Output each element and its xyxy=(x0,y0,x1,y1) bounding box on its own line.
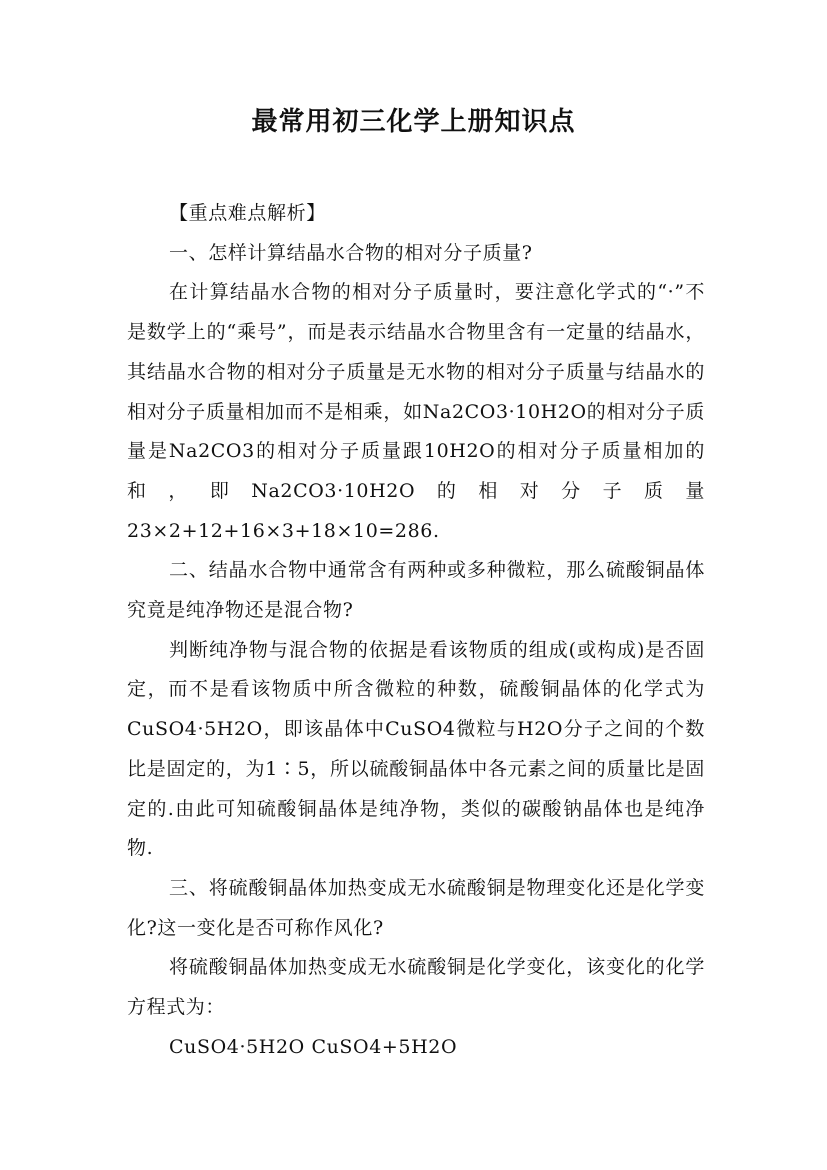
question-three: 三、将硫酸铜晶体加热变成无水硫酸铜是物理变化还是化学变化?这一变化是否可称作风化? xyxy=(127,876,705,939)
answer-three: 将硫酸铜晶体加热变成无水硫酸铜是化学变化，该变化的化学方程式为： xyxy=(127,956,705,1019)
document-title: 最常用初三化学上册知识点 xyxy=(251,107,576,137)
answer-two: 判断纯净物与混合物的依据是看该物质的组成(或构成)是否固定，而不是看该物质中所含微粒的种数，硫酸铜晶体的化学式为CuSO4·5H2O，即该晶体中CuSO4微粒与H2O分子之间的个数比是固定的，为1∶5，所以硫酸铜晶体中各元素之间的质量比是固定的.由此可知硫酸铜晶体是纯净物，类似的碳酸钠晶体也是纯净物. xyxy=(127,638,705,860)
chemical-equation: CuSO4·5H2O CuSO4+5H2O xyxy=(169,1035,458,1058)
answer-one: 在计算结晶水合物的相对分子质量时，要注意化学式的“·”不是数学上的“乘号”，而是表示结晶水合物里含有一定量的结晶水，其结晶水合物的相对分子质量是无水物的相对分子质量与结晶水的相对分子质量相加而不是相乘，如Na2CO3·10H2O的相对分子质量是Na2CO3的相对分子质量跟10H2O的相对分子质量相加的和，即Na2CO3·10H2O的相对分子质量23×2+12+16×3+18×10=286. xyxy=(127,281,705,542)
document-body xyxy=(127,194,705,1067)
question-two: 二、结晶水合物中通常含有两种或多种微粒，那么硫酸铜晶体究竟是纯净物还是混合物? xyxy=(127,559,705,622)
section-heading-key-points: 【重点难点解析】 xyxy=(169,202,326,224)
question-one: 一、怎样计算结晶水合物的相对分子质量? xyxy=(169,241,533,264)
